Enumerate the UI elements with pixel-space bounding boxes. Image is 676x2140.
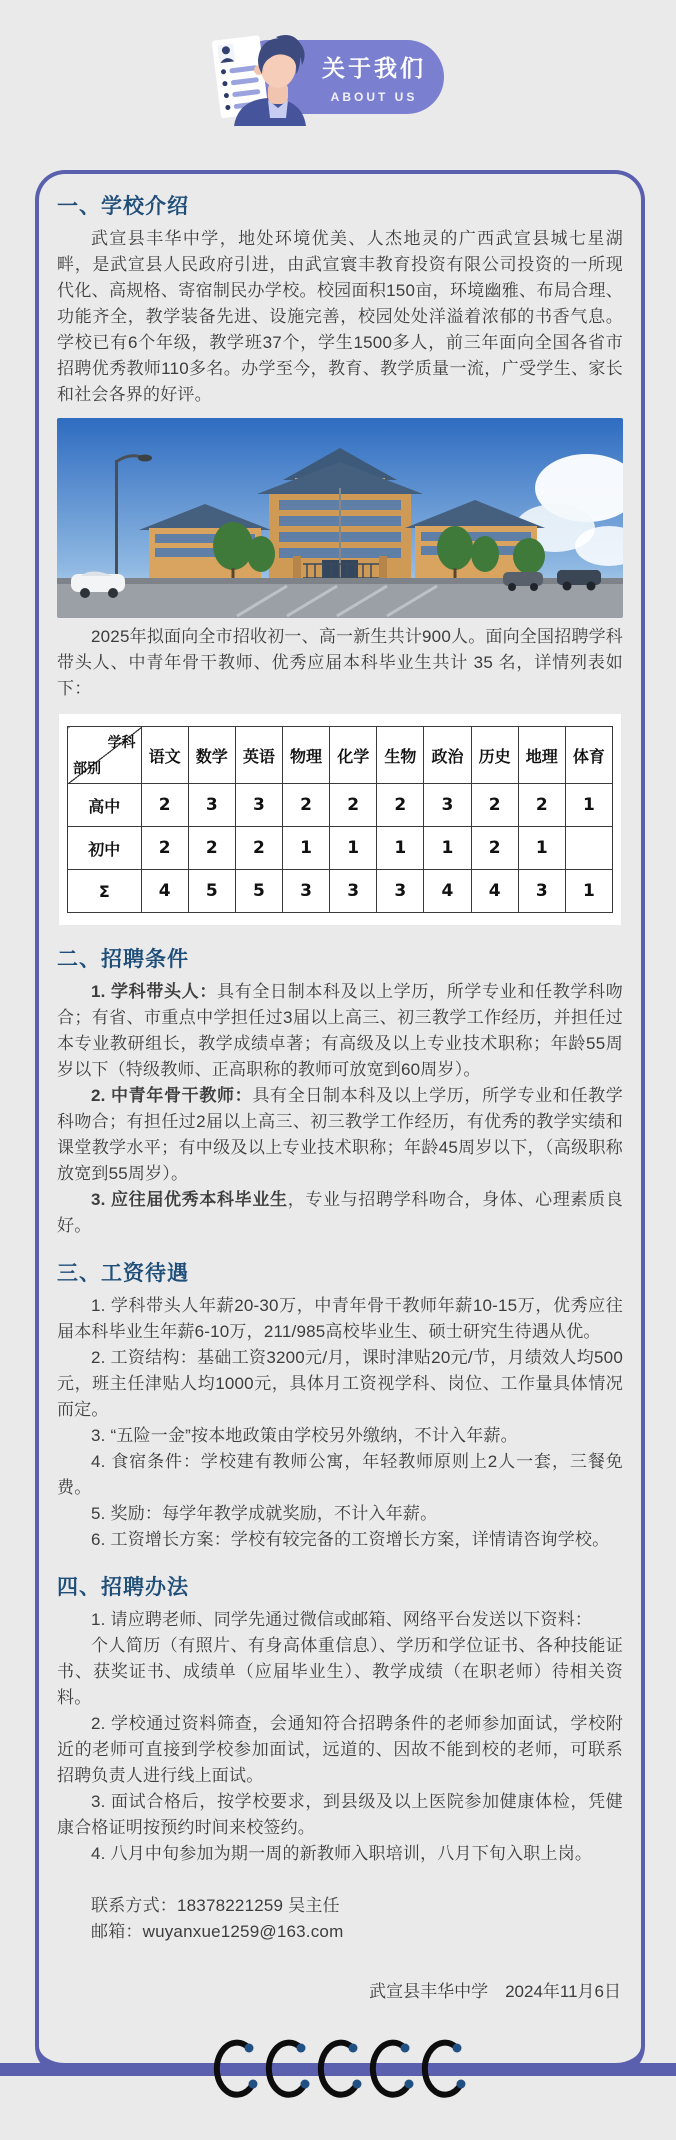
cell: 3 — [518, 870, 565, 913]
cell: 3 — [235, 784, 282, 827]
salary-item: 1. 学科带头人年薪20-30万，中青年骨干教师年薪10-15万，优秀应往届本科毕业生年薪6-10万，211/985高校毕业生、硕士研究生待遇从优。 — [57, 1296, 623, 1341]
recruit-intro-paragraph: 2025年拟面向全市招收初一、高一新生共计900人。面向全国招聘学科带头人、中青年骨干教师、优秀应届本科毕业生共计 35 名，详情列表如下： — [57, 627, 623, 698]
method-item: 2. 学校通过资料筛查，会通知符合招聘条件的老师参加面试，学校附近的老师可直接到学校参加面试，远道的、因故不能到校的老师，可联系招聘负责人进行线上面试。 — [57, 1714, 623, 1785]
col-header: 历史 — [471, 727, 518, 784]
contact-phone: 联系方式：18378221259 吴主任 — [91, 1896, 340, 1915]
method-item: 个人简历（有照片、有身高体重信息）、学历和学位证书、各种技能证书、获奖证书、成绩单（应届毕业生）、教学成绩（在职老师）待相关资料。 — [57, 1636, 623, 1707]
contact-email: 邮箱：wuyanxue1259@163.com — [91, 1922, 344, 1941]
cell: 3 — [330, 870, 377, 913]
col-header: 物理 — [282, 727, 329, 784]
col-header: 英语 — [235, 727, 282, 784]
col-header: 化学 — [330, 727, 377, 784]
cell: 2 — [471, 784, 518, 827]
cell: 5 — [235, 870, 282, 913]
condition-item-text: 具有全日制本科及以上学历，所学专业和任教学科吻合；有省、市重点中学担任过3届以上高三、初三教学工作经历，并担任过本专业教研组长，教学成绩卓著；有高级及以上专业技术职称；年龄55周岁以下（特级教师、正高职称的教师可放宽到60周岁）。 — [57, 982, 623, 1079]
resume-person-icon — [198, 30, 330, 126]
col-header: 地理 — [518, 727, 565, 784]
table-header-row — [68, 727, 613, 784]
salary-item: 6. 工资增长方案：学校有较完备的工资增长方案，详情请咨询学校。 — [91, 1530, 610, 1549]
col-header: 数学 — [188, 727, 235, 784]
cell: 2 — [235, 827, 282, 870]
col-header: 生物 — [377, 727, 424, 784]
method-item: 1. 请应聘老师、同学先通过微信或邮箱、网络平台发送以下资料： — [91, 1610, 593, 1629]
salary-item: 4. 食宿条件：学校建有教师公寓，年轻教师原则上2人一套，三餐免费。 — [57, 1452, 623, 1497]
recruit-table-panel — [59, 714, 621, 925]
cell: 2 — [330, 784, 377, 827]
section-title-salary: 三、工资待遇 — [57, 1262, 189, 1285]
cell: 3 — [424, 784, 471, 827]
salary-item: 3. “五险一金”按本地政策由学校另外缴纳，不计入年薪。 — [91, 1426, 518, 1445]
table-row-senior — [68, 784, 613, 827]
condition-item — [57, 979, 623, 1083]
salary-item: 5. 奖励：每学年教学成就奖励，不计入年薪。 — [91, 1504, 438, 1523]
signature-line: 武宣县丰华中学 2024年11月6日 — [369, 1982, 621, 2001]
cell: 1 — [330, 827, 377, 870]
cell: 2 — [141, 784, 188, 827]
about-us-badge — [232, 36, 444, 122]
article-card-wrap — [0, 170, 676, 2076]
cell: 2 — [188, 827, 235, 870]
row-label: 高中 — [68, 784, 142, 827]
condition-item-text: ，专业与招聘学科吻合，身体、心理素质良好。 — [57, 1190, 623, 1235]
cell: 1 — [565, 870, 612, 913]
method-item: 4. 八月中旬参加为期一周的新教师入职培训，八月下旬入职上岗。 — [91, 1844, 593, 1863]
table-row-total — [68, 870, 613, 913]
cell: 5 — [188, 870, 235, 913]
section-title-method: 四、招聘办法 — [57, 1576, 189, 1599]
cell: 4 — [471, 870, 518, 913]
badge-title-cn: 关于我们 — [322, 55, 426, 81]
recruit-table — [67, 726, 613, 913]
cell: 1 — [518, 827, 565, 870]
cell: 2 — [377, 784, 424, 827]
table-row-junior — [68, 827, 613, 870]
cell: 2 — [518, 784, 565, 827]
condition-item-text: 具有全日制本科及以上学历，所学专业和任教学科吻合；有担任过2届以上高三、初三教学工作经历，有优秀的教学实绩和课堂教学水平；有中级及以上专业技术职称；年龄45周岁以下，（高级职称放宽到55周岁）。 — [57, 1086, 623, 1183]
school-intro-paragraph: 武宣县丰华中学，地处环境优美、人杰地灵的广西武宣县城七星湖畔，是武宣县人民政府引进，由武宣寰丰教育投资有限公司投资的一所现代化、高规格、寄宿制民办学校。校园面积150亩，环境幽雅、布局合理、功能齐全，教学装备先进、设施完善，校园处处洋溢着浓郁的书香气息。学校已有6个年级，教学班37个，学生1500多人，前三年面向全国各省市招聘优秀教师110多名。办学至今，教育、教学质量一流，广受学生、家长和社会各界的好评。 — [57, 229, 623, 404]
cell: 1 — [377, 827, 424, 870]
condition-item — [57, 1083, 623, 1187]
badge-title-en: ABOUT US — [330, 90, 418, 104]
row-label-sigma: Σ — [68, 870, 142, 913]
section-title-school-intro: 一、学校介绍 — [57, 195, 189, 218]
cell: 2 — [282, 784, 329, 827]
school-photo — [57, 418, 623, 618]
cell: 3 — [377, 870, 424, 913]
condition-item-lead: 1. 学科带头人： — [91, 982, 218, 1001]
col-header: 语文 — [141, 727, 188, 784]
col-header: 体育 — [565, 727, 612, 784]
cell: 1 — [282, 827, 329, 870]
cell: 3 — [188, 784, 235, 827]
condition-item — [57, 1187, 623, 1239]
cell — [565, 827, 612, 870]
cell: 2 — [471, 827, 518, 870]
cell: 1 — [424, 827, 471, 870]
section-title-conditions: 二、招聘条件 — [57, 948, 189, 971]
method-item: 3. 面试合格后，按学校要求，到县级及以上医院参加健康体检，凭健康合格证明按预约时间来校签约。 — [57, 1792, 623, 1837]
table-corner-cell — [68, 727, 142, 784]
corner-label-subject: 学科 — [107, 736, 136, 751]
cell: 4 — [141, 870, 188, 913]
row-label: 初中 — [68, 827, 142, 870]
cell: 3 — [282, 870, 329, 913]
cell: 4 — [424, 870, 471, 913]
recruitment-article-page — [0, 36, 676, 2140]
contact-block — [57, 1893, 623, 1945]
salary-item: 2. 工资结构：基础工资3200元/月，课时津贴20元/节，月绩效人均500元，班主任津贴人均1000元，具体月工资视学科、岗位、工作量具体情况而定。 — [57, 1348, 623, 1419]
cell: 2 — [141, 827, 188, 870]
article-card — [35, 170, 645, 2076]
condition-item-lead: 2. 中青年骨干教师： — [91, 1086, 253, 1105]
corner-label-division: 部别 — [73, 762, 101, 777]
cell: 1 — [565, 784, 612, 827]
col-header: 政治 — [424, 727, 471, 784]
condition-item-lead: 3. 应往届优秀本科毕业生 — [91, 1190, 288, 1209]
spiral-binding-icon — [210, 2030, 466, 2102]
